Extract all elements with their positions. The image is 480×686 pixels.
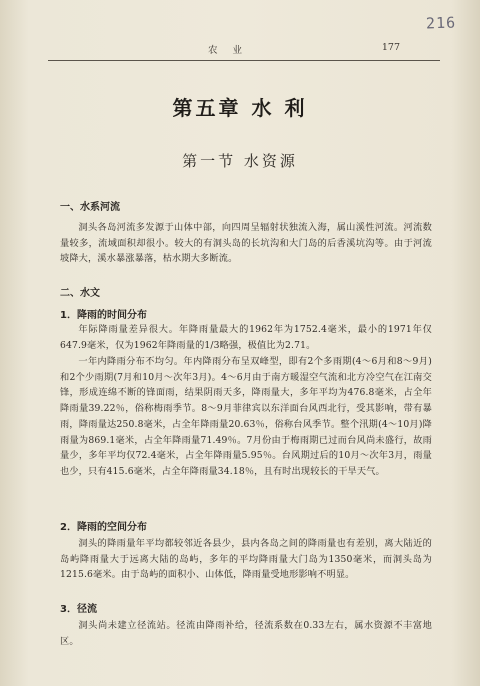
- page-number: 177: [381, 42, 400, 53]
- heading-runoff: 3．径流: [60, 604, 97, 615]
- heading-rain-spatial: 2．降雨的空间分布: [60, 522, 147, 533]
- paragraph-rain-spatial: 洞头的降雨量年平均都较邻近各县少，县内各岛之间的降雨量也有差别，离大陆近的岛屿降雨量大于远离大陆的岛屿，多年的平均降雨量大门岛为1350毫米，而洞头岛为1215.6毫米。由于岛屿的面积小、山体低，降雨量受地形影响不明显。: [60, 538, 432, 581]
- running-header-title: 农 业: [208, 45, 249, 56]
- page-stamp-number: 216: [425, 13, 457, 33]
- paragraph-runoff: 洞头尚未建立径流站。径流由降雨补给，径流系数在0.33左右，属水资源不丰富地区。: [60, 620, 432, 647]
- heading-hydrology: 二、水文: [60, 288, 100, 299]
- chapter-title: 第五章 水 利: [172, 96, 308, 120]
- paragraph-river-system: 洞头各岛河流多发源于山体中部，向四周呈辐射状独流入海，属山溪性河流。河流数量较多，流域面积却很小。较大的有洞头岛的长坑沟和大门岛的后香溪坑沟等。由于河流坡降大，溪水暴涨暴落，枯水期大多断流。: [60, 222, 432, 265]
- section-title: 第一节 水资源: [182, 152, 298, 170]
- heading-rain-temporal: 1．降雨的时间分布: [60, 310, 147, 321]
- heading-river-system: 一、水系河流: [60, 202, 120, 213]
- paragraph-rain-seasonal: 一年内降雨分布不均匀。年内降雨分布呈双峰型，即有2个多雨期(4～6月和8～9月)和2个少雨期(7月和10月～次年3月)。4～6月由于南方暖湿空气流和北方冷空气在江南交锋，形成连绵不断的锋面雨，结果阴雨天多，降雨量大，多年平均为476.8毫米，占全年降雨量39.22％，俗称梅雨季节。8～9月菲律宾以东洋面台风西北行，受其影响，带有暴雨，降雨量达250.8毫米，占全年降雨量20.63％，俗称台风季节。整个汛期(4～10月)降雨量为869.1毫米，占全年降雨量71.49％。7月份由于梅雨期已过而台风尚未盛行，故雨量少，多年平均仅72.4毫米，占全年降雨量5.95％。台风期过后的10月～次年3月，雨量也少，只有415.6毫米，占全年降雨量34.18％，且有时出现较长的干旱天气。: [60, 356, 432, 477]
- running-header: [58, 42, 422, 58]
- header-rule: [48, 60, 440, 61]
- paragraph-rain-annual: 年际降雨量差异很大。年降雨量最大的1962年为1752.4毫米，最小的1971年仅647.9毫米，仅为1962年降雨量的1/3略强，极值比为2.71。: [60, 324, 432, 351]
